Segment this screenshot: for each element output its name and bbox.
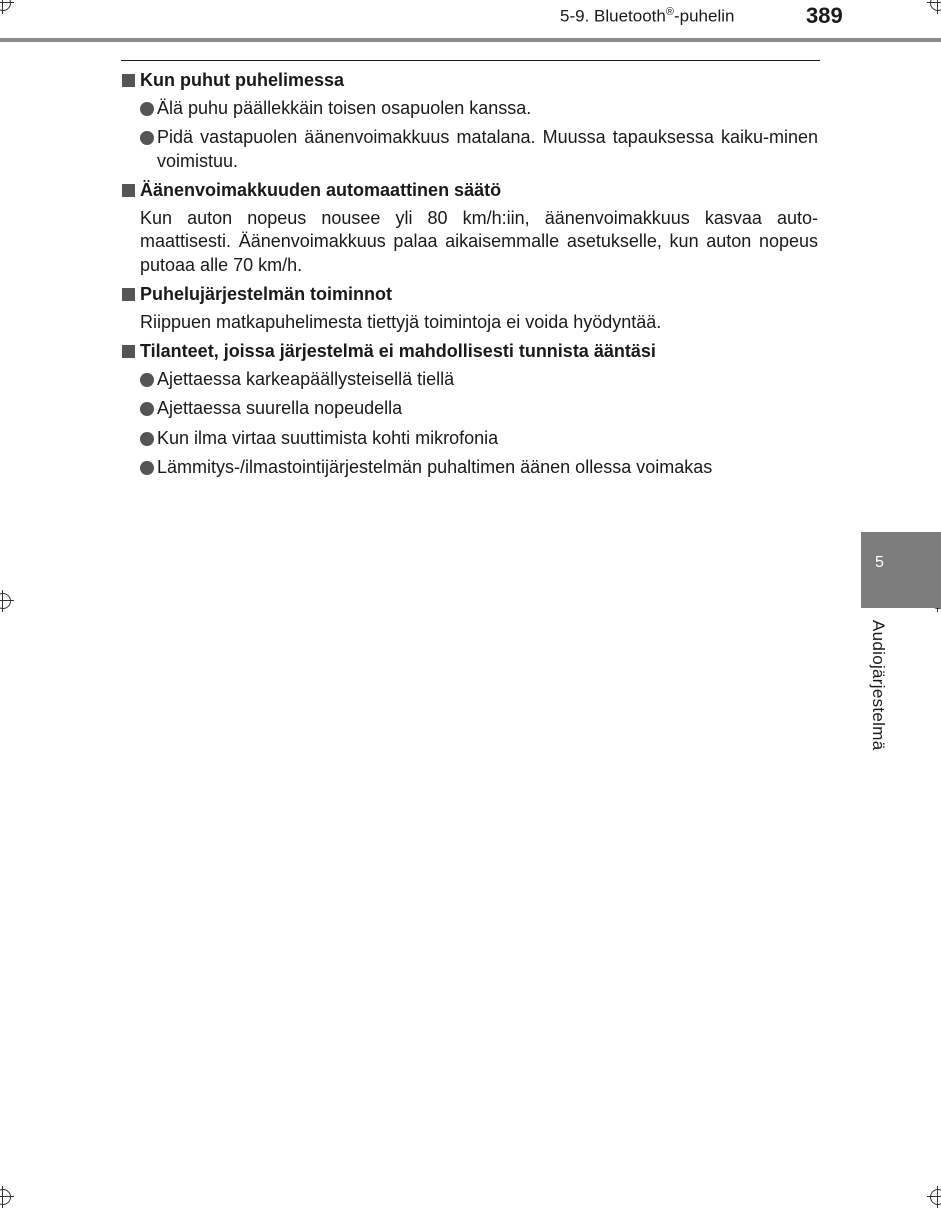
square-bullet-icon <box>122 345 135 358</box>
heading-text: Kun puhut puhelimessa <box>140 70 345 90</box>
section-title: 5-9. Bluetooth <box>560 6 666 26</box>
list-item-text: Lämmitys-/ilmastointijärjestelmän puhaltimen äänen ollessa voimakas <box>157 457 713 477</box>
registration-mark-icon <box>927 0 941 14</box>
registered-mark: ® <box>665 6 674 18</box>
section-heading <box>122 283 818 307</box>
circle-bullet-icon <box>140 131 154 145</box>
list-item-text: Pidä vastapuolen äänenvoimakkuus matalana. Muussa tapauksessa kaiku-minen voimistuu. <box>157 127 818 171</box>
list-item <box>122 126 818 173</box>
list-item-text: Ajettaessa suurella nopeudella <box>157 398 403 418</box>
content-rule <box>121 60 820 61</box>
heading-text: Puhelujärjestelmän toiminnot <box>140 284 393 304</box>
page-content <box>122 66 818 480</box>
circle-bullet-icon <box>140 432 154 446</box>
header-rule <box>0 38 941 42</box>
chapter-number: 5 <box>875 554 884 571</box>
section-header <box>560 6 734 27</box>
square-bullet-icon <box>122 74 135 87</box>
paragraph: Kun auton nopeus nousee yli 80 km/h:iin, äänenvoimakkuus kasvaa auto-maattisesti. Äänenvoimakkuus palaa aikaisemmalle asetukselle, kun auton nopeus putoaa alle 70 km/h. <box>140 207 818 275</box>
section-heading <box>122 69 818 93</box>
list-item-text: Ajettaessa karkeapäällysteisellä tiellä <box>157 368 455 389</box>
list-item <box>122 456 818 480</box>
circle-bullet-icon <box>140 461 154 475</box>
heading-text: Tilanteet, joissa järjestelmä ei mahdollisesti tunnista ääntäsi <box>140 341 656 361</box>
registration-mark-icon <box>927 1186 941 1208</box>
list-item <box>122 368 818 392</box>
chapter-title: Audiojärjestelmä <box>869 620 888 751</box>
list-item-text: Kun ilma virtaa suuttimista kohti mikrofonia <box>157 427 499 448</box>
section-heading <box>122 179 818 203</box>
list-item <box>122 397 818 421</box>
section-heading <box>122 340 818 364</box>
list-item <box>122 97 818 121</box>
registration-mark-icon <box>0 590 14 612</box>
registration-mark-icon <box>0 1186 14 1208</box>
section-title-suffix: -puhelin <box>673 6 735 26</box>
circle-bullet-icon <box>140 102 154 116</box>
registration-mark-icon <box>0 0 14 14</box>
circle-bullet-icon <box>140 373 154 387</box>
list-item-text: Älä puhu päällekkäin toisen osapuolen kanssa. <box>157 97 532 118</box>
chapter-tab <box>861 532 941 608</box>
square-bullet-icon <box>122 288 135 301</box>
list-item <box>122 427 818 451</box>
square-bullet-icon <box>122 184 135 197</box>
page-number: 389 <box>806 3 843 28</box>
paragraph: Riippuen matkapuhelimesta tiettyjä toimintoja ei voida hyödyntää. <box>140 311 662 332</box>
circle-bullet-icon <box>140 402 154 416</box>
heading-text: Äänenvoimakkuuden automaattinen säätö <box>140 180 502 200</box>
